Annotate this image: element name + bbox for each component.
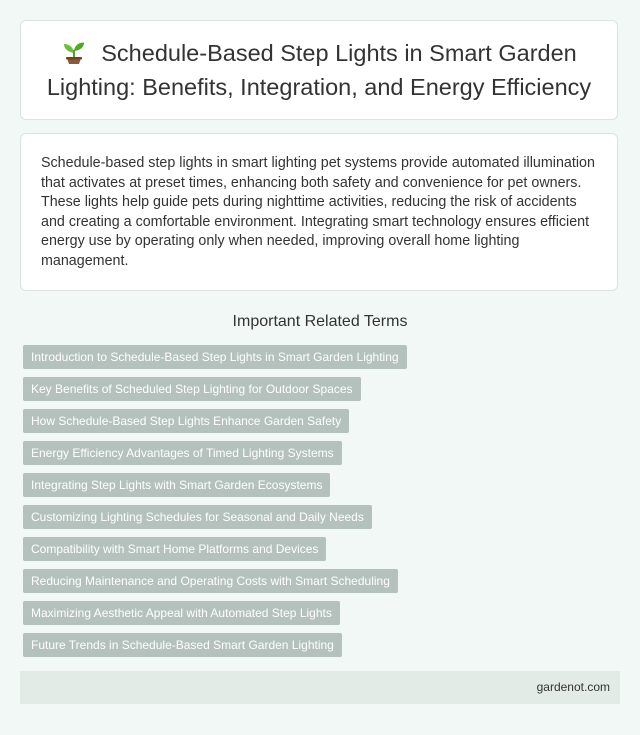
related-term-link[interactable]: Maximizing Aesthetic Appeal with Automated Step Lights [23,601,340,625]
related-term-link[interactable]: Key Benefits of Scheduled Step Lighting for Outdoor Spaces [23,377,361,401]
related-term-link[interactable]: Customizing Lighting Schedules for Seasonal and Daily Needs [23,505,372,529]
related-terms-list [23,345,407,657]
related-term-link[interactable]: Reducing Maintenance and Operating Costs with Smart Scheduling [23,569,398,593]
intro-text: Schedule-based step lights in smart lighting pet systems provide automated illumination that activates at preset times, enhancing both safety and convenience for pet owners. These lights help guide pets during nighttime activities, reducing the risk of accidents and creating a comfortable environment. Integrating smart technology ensures efficient energy use by operating only when needed, improving overall home lighting management. [41,155,595,269]
page-title-text: Schedule-Based Step Lights in Smart Garden Lighting: Benefits, Integration, and Energy Efficiency [46,40,592,100]
seedling-icon [61,39,87,72]
related-term-link[interactable]: Future Trends in Schedule-Based Smart Garden Lighting [23,633,342,657]
related-terms-heading: Important Related Terms [232,313,408,330]
page-title [41,38,597,102]
intro-card [20,133,618,291]
footer [20,671,620,704]
related-term-link[interactable]: Energy Efficiency Advantages of Timed Lighting Systems [23,441,342,465]
related-term-link[interactable]: Compatibility with Smart Home Platforms and Devices [23,537,326,561]
footer-site-link[interactable]: gardenot.com [536,680,610,694]
title-card [20,20,618,120]
related-term-link[interactable]: Integrating Step Lights with Smart Garden Ecosystems [23,473,330,497]
related-term-link[interactable]: How Schedule-Based Step Lights Enhance Garden Safety [23,409,349,433]
related-term-link[interactable]: Introduction to Schedule-Based Step Lights in Smart Garden Lighting [23,345,407,369]
